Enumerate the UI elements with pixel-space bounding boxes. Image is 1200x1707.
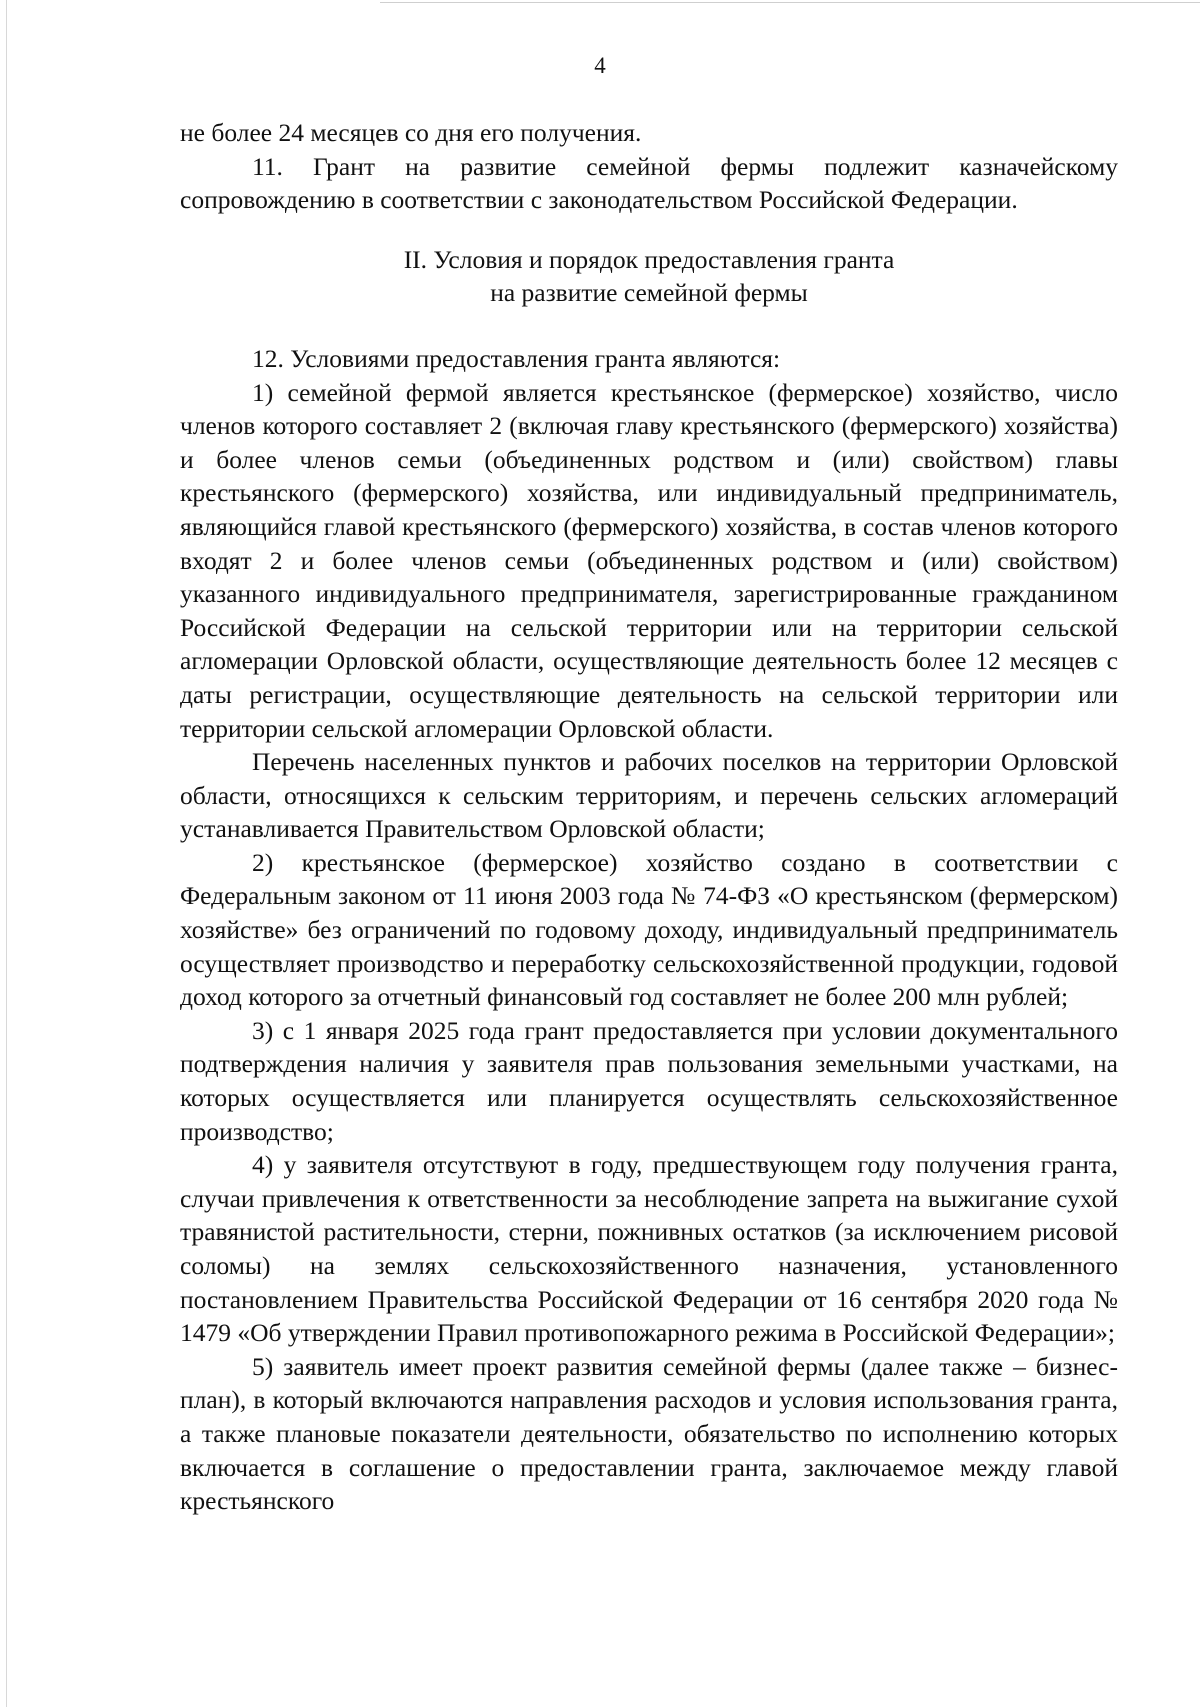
paragraph-12-item-4: 4) у заявителя отсутствуют в году, предшествующем году получения гранта, случаи привлечения к ответственности за несоблюдение запрета на выжигание сухой травянистой растительности, стерни, пожнивных остатков (за исключением рисовой соломы) на землях сельскохозяйственного назначения, установленного постановлением Правительства Российской Федерации от 16 сентября 2020 года № 1479 «Об утверждении Правил противопожарного режима в Российской Федерации»;	[180, 1150, 1118, 1348]
section-heading-line-2: на развитие семейной фермы	[490, 278, 808, 308]
scan-edge-line	[6, 0, 7, 1707]
paragraph-12-item-2: 2) крестьянское (фермерское) хозяйство создано в соответствии с Федеральным законом от 11 июня 2003 года № 74-ФЗ «О крестьянском (фермерском) хозяйстве» без ограничений по годовому доходу, индивидуальный предприниматель осуществляет производство и переработку сельскохозяйственной продукции, годовой доход которого за отчетный финансовый год составляет не более 200 млн рублей;	[180, 847, 1118, 1012]
page-number: 4	[594, 53, 606, 78]
paragraph-12: 12. Условиями предоставления гранта являются:	[252, 343, 781, 373]
paragraph-12-item-5: 5) заявитель имеет проект развития семейной фермы (далее также – бизнес-план), в который включаются направления расходов и условия использования гранта, а также плановые показатели деятельности, обязательство по исполнению которых включается в соглашение о предоставлении гранта, заключаемое между главой крестьянского	[180, 1351, 1118, 1516]
section-heading	[180, 243, 1118, 310]
section-heading-line-1: II. Условия и порядок предоставления гранта	[403, 244, 895, 274]
document-body	[180, 116, 1118, 1518]
paragraph-continuation: не более 24 месяцев со дня его получения.	[180, 118, 642, 147]
paragraph-11: 11. Грант на развитие семейной фермы подлежит казначейскому сопровождению в соответствии с законодательством Российской Федерации.	[180, 151, 1118, 215]
paragraph-12-item-1: 1) семейной фермой является крестьянское (фермерское) хозяйство, число членов которого составляет 2 (включая главу крестьянского (фермерского) хозяйства) и более членов семьи (объединенных родством и (или) свойством) главы крестьянского (фермерского) хозяйства, или индивидуальный предприниматель, являющийся главой крестьянского (фермерского) хозяйства, в состав членов которого входят 2 и более членов семьи (объединенных родством и (или) свойством) указанного индивидуального предпринимателя, зарегистрированные гражданином Российской Федерации на сельской территории или на территории сельской агломерации Орловской области, осуществляющие деятельность более 12 месяцев с даты регистрации, осуществляющие деятельность на сельской территории или территории сельской агломерации Орловской области.	[180, 377, 1118, 743]
paragraph-12-item-1-list: Перечень населенных пунктов и рабочих поселков на территории Орловской области, относящихся к сельским территориям, и перечень сельских агломераций устанавливается Правительством Орловской области;	[180, 747, 1118, 844]
paragraph-12-item-3: 3) с 1 января 2025 года грант предоставляется при условии документального подтверждения наличия у заявителя прав пользования земельными участками, на которых осуществляется или планируется осуществлять сельскохозяйственное производство;	[180, 1015, 1118, 1146]
scan-top-line	[380, 2, 1200, 3]
